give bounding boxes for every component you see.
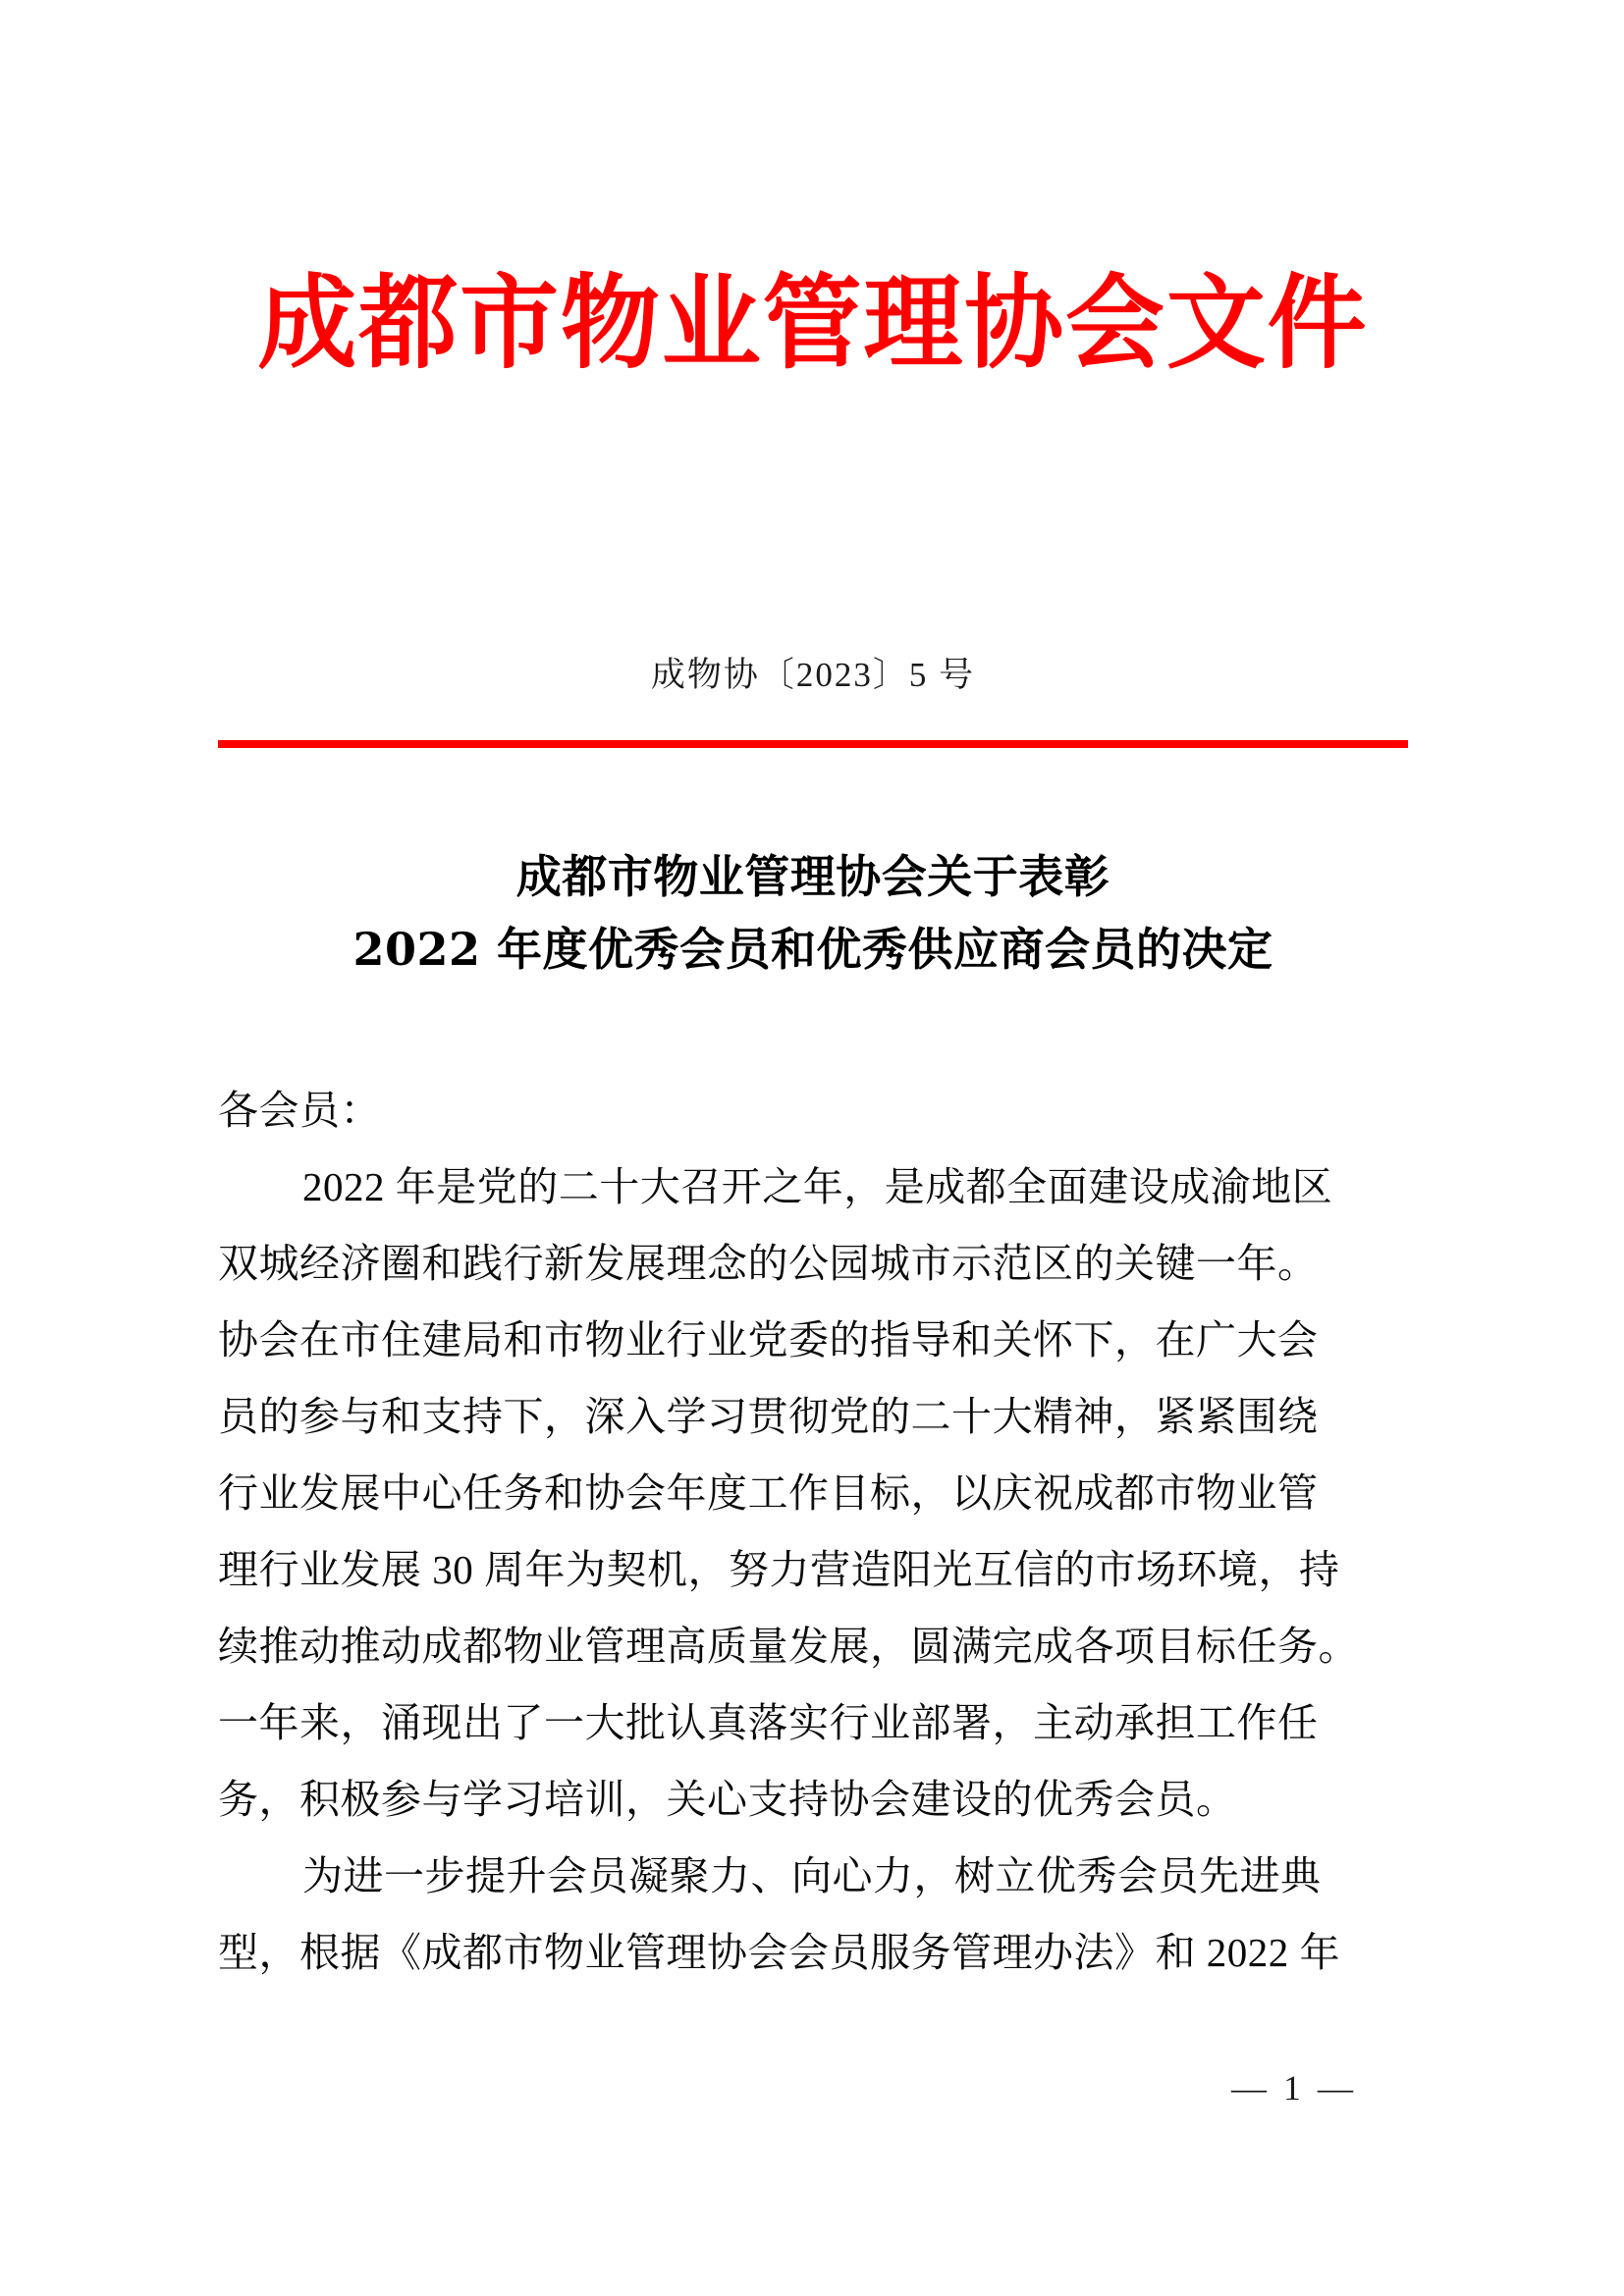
masthead [218, 263, 1408, 384]
body-line: 双城经济圈和践行新发展理念的公园城市示范区的关键一年。 [218, 1241, 1319, 1286]
body-line: 理行业发展 30 周年为契机，努力营造阳光互信的市场环境，持 [218, 1547, 1340, 1592]
body-line: 为进一步提升会员凝聚力、向心力，树立优秀会员先进典 [302, 1853, 1322, 1898]
document-body [218, 1072, 1412, 1991]
body-line: 一年来，涌现出了一大批认真落实行业部署，主动承担工作任 [218, 1700, 1319, 1745]
document-title-block [177, 840, 1449, 986]
body-line: 2022 年是党的二十大召开之年，是成都全面建设成渝地区 [302, 1164, 1333, 1209]
masthead-title: 成都市物业管理协会文件 [257, 262, 1369, 383]
body-line: 型，根据《成都市物业管理协会会员服务管理办法》和 2022 年 [218, 1930, 1340, 1975]
red-separator-rule [218, 740, 1408, 748]
document-title-line-1: 成都市物业管理协会关于表彰 [515, 850, 1110, 903]
salutation: 各会员： [218, 1088, 381, 1133]
body-line: 协会在市住建局和市物业行业党委的指导和关怀下，在广大会 [218, 1317, 1319, 1362]
body-line: 员的参与和支持下，深入学习贯彻党的二十大精神，紧紧围绕 [218, 1394, 1319, 1439]
body-line: 务，积极参与学习培训，关心支持协会建设的优秀会员。 [218, 1777, 1237, 1822]
body-line: 行业发展中心任务和协会年度工作目标，以庆祝成都市物业管 [218, 1470, 1319, 1516]
document-number: 成物协〔2023〕5 号 [650, 656, 976, 694]
document-title-line-2: 2022 年度优秀会员和优秀供应商会员的决定 [352, 923, 1273, 976]
body-line: 续推动推动成都物业管理高质量发展，圆满完成各项目标任务。 [218, 1624, 1359, 1669]
page-number: — 1 — [1231, 2068, 1357, 2108]
